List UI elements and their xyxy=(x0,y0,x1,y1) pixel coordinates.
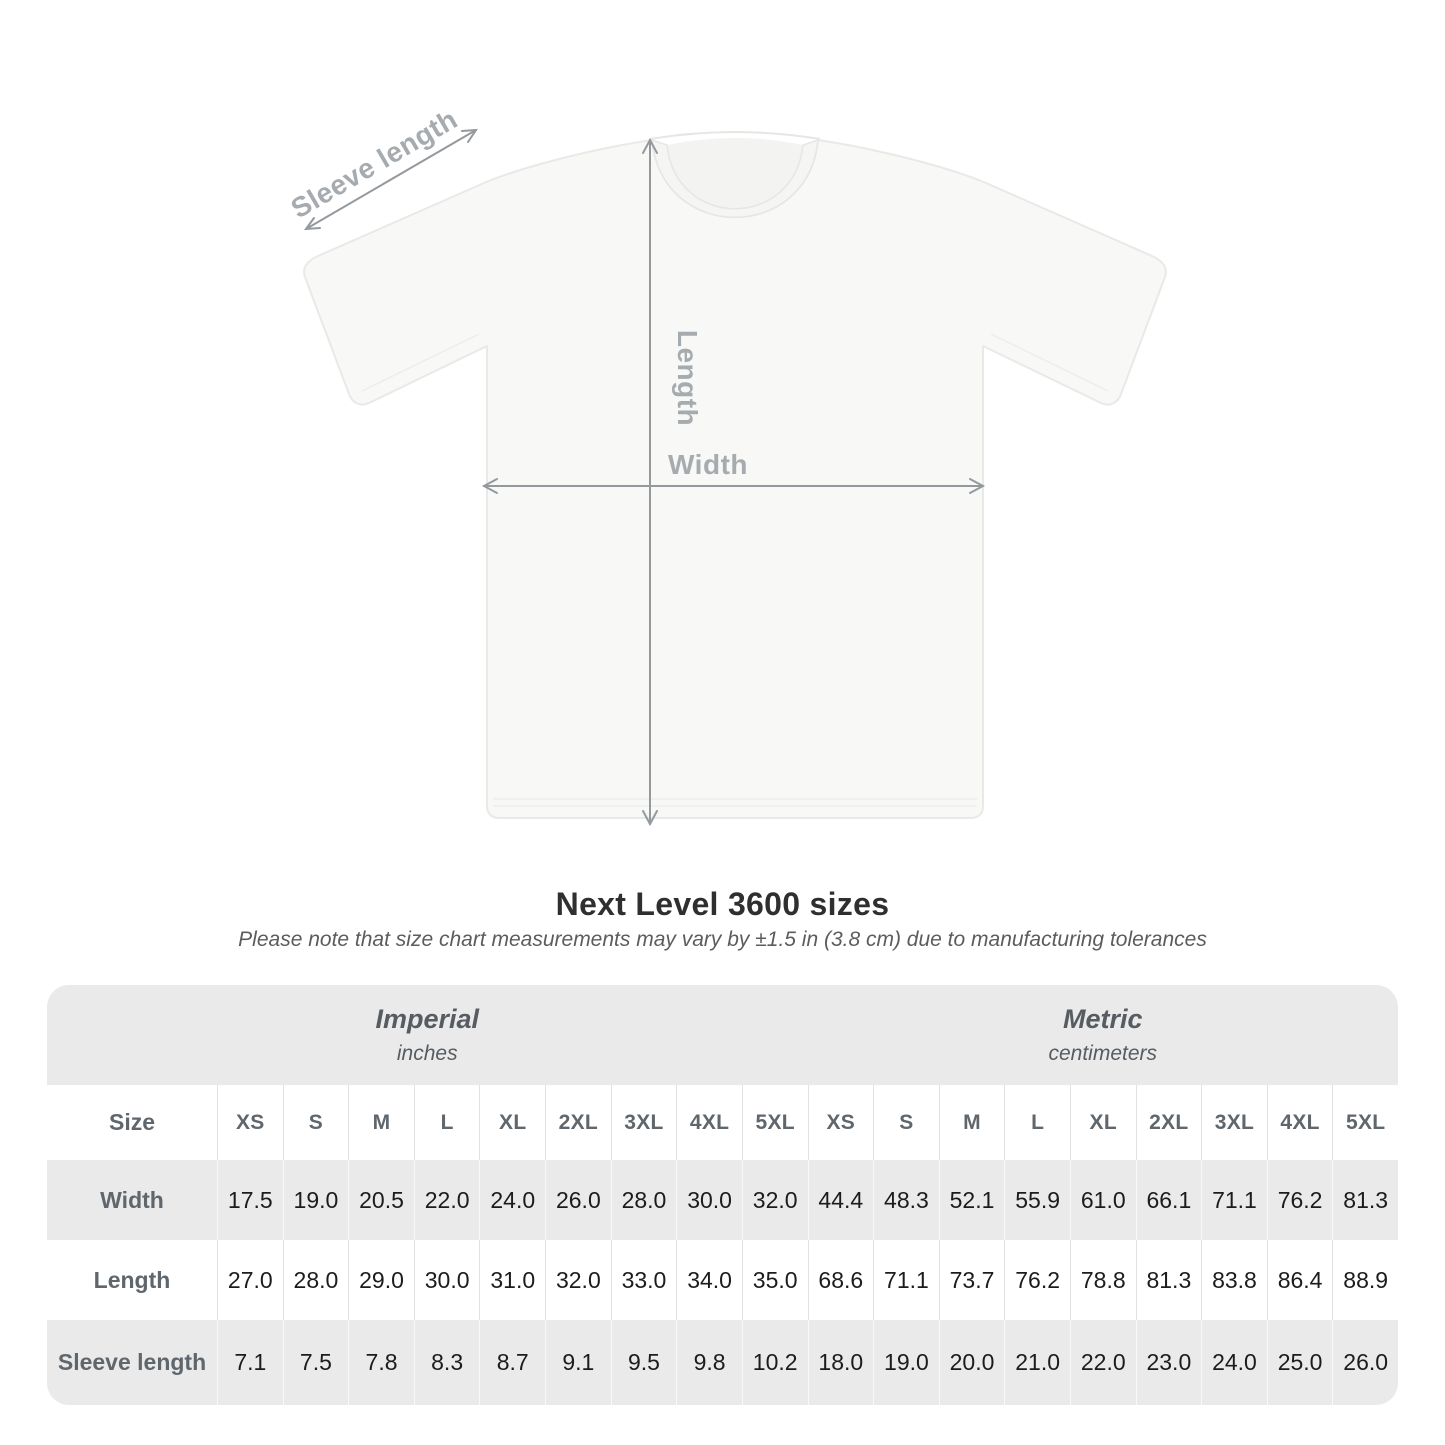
size-value-cell: 7.1 xyxy=(217,1320,283,1405)
size-column-header: 3XL xyxy=(611,1085,677,1160)
size-value-cell: 9.5 xyxy=(611,1320,677,1405)
size-value-cell: 24.0 xyxy=(479,1160,545,1240)
size-value-cell: 35.0 xyxy=(742,1240,808,1320)
size-value-cell: 22.0 xyxy=(1070,1320,1136,1405)
metric-header xyxy=(808,985,1399,1085)
size-value-cell: 32.0 xyxy=(545,1240,611,1320)
tolerance-note: Please note that size chart measurements may vary by ±1.5 in (3.8 cm) due to manufacturing tolerances xyxy=(238,928,1207,951)
sleeve-length-measure-label: Sleeve length xyxy=(285,103,463,225)
size-column-header: 5XL xyxy=(742,1085,808,1160)
size-value-cell: 24.0 xyxy=(1201,1320,1267,1405)
size-column-header: S xyxy=(283,1085,349,1160)
size-table xyxy=(47,985,1398,1405)
size-value-cell: 73.7 xyxy=(939,1240,1005,1320)
size-value-cell: 17.5 xyxy=(217,1160,283,1240)
metric-unit-label: centimeters xyxy=(1048,1042,1158,1065)
size-column-header: 3XL xyxy=(1201,1085,1267,1160)
row-label: Sleeve length xyxy=(47,1320,217,1405)
size-value-cell: 7.5 xyxy=(283,1320,349,1405)
size-value-cell: 26.0 xyxy=(545,1160,611,1240)
size-value-cell: 31.0 xyxy=(479,1240,545,1320)
size-value-cell: 86.4 xyxy=(1267,1240,1333,1320)
size-value-cell: 66.1 xyxy=(1136,1160,1202,1240)
size-column-header: S xyxy=(873,1085,939,1160)
size-column-header: XL xyxy=(479,1085,545,1160)
size-column-header: XS xyxy=(808,1085,874,1160)
size-value-cell: 21.0 xyxy=(1004,1320,1070,1405)
size-column-header: 2XL xyxy=(1136,1085,1202,1160)
size-value-cell: 34.0 xyxy=(676,1240,742,1320)
size-value-cell: 61.0 xyxy=(1070,1160,1136,1240)
imperial-header xyxy=(47,985,808,1085)
size-value-cell: 28.0 xyxy=(283,1240,349,1320)
size-value-cell: 26.0 xyxy=(1332,1320,1398,1405)
width-measure-label: Width xyxy=(668,449,748,480)
size-value-cell: 10.2 xyxy=(742,1320,808,1405)
metric-label: Metric xyxy=(1062,1004,1143,1034)
size-value-cell: 44.4 xyxy=(808,1160,874,1240)
size-column-header: XL xyxy=(1070,1085,1136,1160)
size-value-cell: 76.2 xyxy=(1267,1160,1333,1240)
size-value-cell: 81.3 xyxy=(1136,1240,1202,1320)
row-label: Width xyxy=(47,1160,217,1240)
size-value-cell: 52.1 xyxy=(939,1160,1005,1240)
size-column-header: 4XL xyxy=(1267,1085,1333,1160)
size-value-cell: 32.0 xyxy=(742,1160,808,1240)
row-label: Length xyxy=(47,1240,217,1320)
size-column-header: M xyxy=(939,1085,1005,1160)
size-column-header: L xyxy=(414,1085,480,1160)
size-value-cell: 22.0 xyxy=(414,1160,480,1240)
size-column-header: XS xyxy=(217,1085,283,1160)
size-column-header: 2XL xyxy=(545,1085,611,1160)
size-value-cell: 33.0 xyxy=(611,1240,677,1320)
imperial-label: Imperial xyxy=(375,1004,480,1034)
imperial-unit-label: inches xyxy=(396,1042,458,1065)
length-measure-label: Length xyxy=(672,329,703,427)
size-value-cell: 19.0 xyxy=(283,1160,349,1240)
size-column-header: L xyxy=(1004,1085,1070,1160)
size-value-cell: 7.8 xyxy=(348,1320,414,1405)
size-value-cell: 9.8 xyxy=(676,1320,742,1405)
size-value-cell: 28.0 xyxy=(611,1160,677,1240)
size-value-cell: 83.8 xyxy=(1201,1240,1267,1320)
size-value-cell: 30.0 xyxy=(676,1160,742,1240)
size-value-cell: 88.9 xyxy=(1332,1240,1398,1320)
size-value-cell: 78.8 xyxy=(1070,1240,1136,1320)
size-value-cell: 27.0 xyxy=(217,1240,283,1320)
size-value-cell: 29.0 xyxy=(348,1240,414,1320)
size-column-header: 5XL xyxy=(1332,1085,1398,1160)
size-value-cell: 8.7 xyxy=(479,1320,545,1405)
size-value-cell: 8.3 xyxy=(414,1320,480,1405)
size-value-cell: 71.1 xyxy=(873,1240,939,1320)
page-title: Next Level 3600 sizes xyxy=(555,886,890,922)
size-value-cell: 23.0 xyxy=(1136,1320,1202,1405)
size-value-cell: 20.0 xyxy=(939,1320,1005,1405)
unit-header-band xyxy=(47,985,1398,1085)
size-value-cell: 30.0 xyxy=(414,1240,480,1320)
size-table-grid xyxy=(47,1085,1398,1405)
size-value-cell: 9.1 xyxy=(545,1320,611,1405)
size-value-cell: 81.3 xyxy=(1332,1160,1398,1240)
size-value-cell: 19.0 xyxy=(873,1320,939,1405)
size-value-cell: 20.5 xyxy=(348,1160,414,1240)
size-value-cell: 18.0 xyxy=(808,1320,874,1405)
size-value-cell: 55.9 xyxy=(1004,1160,1070,1240)
size-column-header: M xyxy=(348,1085,414,1160)
size-value-cell: 25.0 xyxy=(1267,1320,1333,1405)
size-value-cell: 71.1 xyxy=(1201,1160,1267,1240)
size-value-cell: 68.6 xyxy=(808,1240,874,1320)
size-column-header: 4XL xyxy=(676,1085,742,1160)
size-header-label: Size xyxy=(47,1085,217,1160)
size-value-cell: 48.3 xyxy=(873,1160,939,1240)
size-value-cell: 76.2 xyxy=(1004,1240,1070,1320)
